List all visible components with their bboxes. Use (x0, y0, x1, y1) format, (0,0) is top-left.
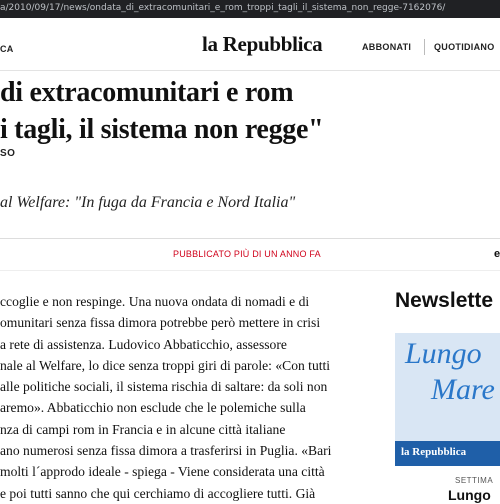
headline-line: i tagli, il sistema non regge" (0, 114, 324, 145)
site-logo[interactable]: la Repubblica (202, 32, 323, 56)
newsletter-section-title: Newslette (395, 289, 494, 312)
divider (0, 270, 500, 271)
body-line: aremo». Abbaticchio non esclude che le polemiche sulla (0, 400, 306, 416)
body-line: omunitari senza fissa dimora potrebbe però mettere in crisi (0, 315, 321, 331)
body-line: nza di campi rom in Francia e in alcune città italiane (0, 421, 286, 437)
headline-line: di extracomunitari e rom (0, 77, 294, 108)
newsletter-image[interactable] (395, 333, 500, 466)
newsletter-name[interactable]: Lungo (448, 487, 491, 503)
newsletter-frequency: SETTIMA (455, 476, 494, 485)
article-headline (0, 74, 500, 148)
body-line: ano numerosi senza fissa dimora a trasferirsi in Puglia. «Bari (0, 443, 332, 459)
newsletter-image-text: Lungo (405, 337, 482, 370)
subscribe-link[interactable]: ABBONATI (362, 42, 412, 52)
newsletter-brand-bar (395, 441, 500, 466)
article-body (0, 291, 372, 504)
share-control[interactable]: e (494, 248, 500, 260)
published-date: PUBBLICATO PIÙ DI UN ANNO FA (173, 249, 321, 259)
nav-section-link[interactable]: CA (0, 44, 14, 54)
browser-url-bar[interactable] (0, 0, 500, 18)
newsletter-brand-text: la Repubblica (401, 446, 467, 458)
article-byline: SO (0, 148, 16, 159)
body-line: molti l´approdo ideale - spiega - Viene considerata una città (0, 464, 325, 480)
body-line: nale al Welfare, lo dice senza troppi giri di parole: «Con tutti (0, 357, 331, 373)
body-line: e poi tutti sanno che qui cerchiamo di accogliere tutti. Già (0, 485, 316, 501)
site-header (0, 18, 500, 71)
body-line: ccoglie e non respinge. Una nuova ondata di nomadi e di (0, 294, 310, 309)
url-text: a/2010/09/17/news/ondata_di_extracomunitari_e_rom_troppi_tagli_il_sistema_non_regge-7162076/ (0, 3, 446, 13)
article-subtitle: al Welfare: "In fuga da Francia e Nord Italia" (0, 194, 296, 211)
newspaper-link[interactable]: QUOTIDIANO (434, 42, 495, 52)
divider (0, 238, 500, 239)
body-line: alle politiche sociali, il sistema rischia di saltare: da soli non (0, 379, 328, 395)
newsletter-image-text: Mare (431, 373, 495, 406)
nav-divider (424, 39, 425, 55)
body-line: a rete di assistenza. Ludovico Abbaticchio, assessore (0, 336, 287, 352)
